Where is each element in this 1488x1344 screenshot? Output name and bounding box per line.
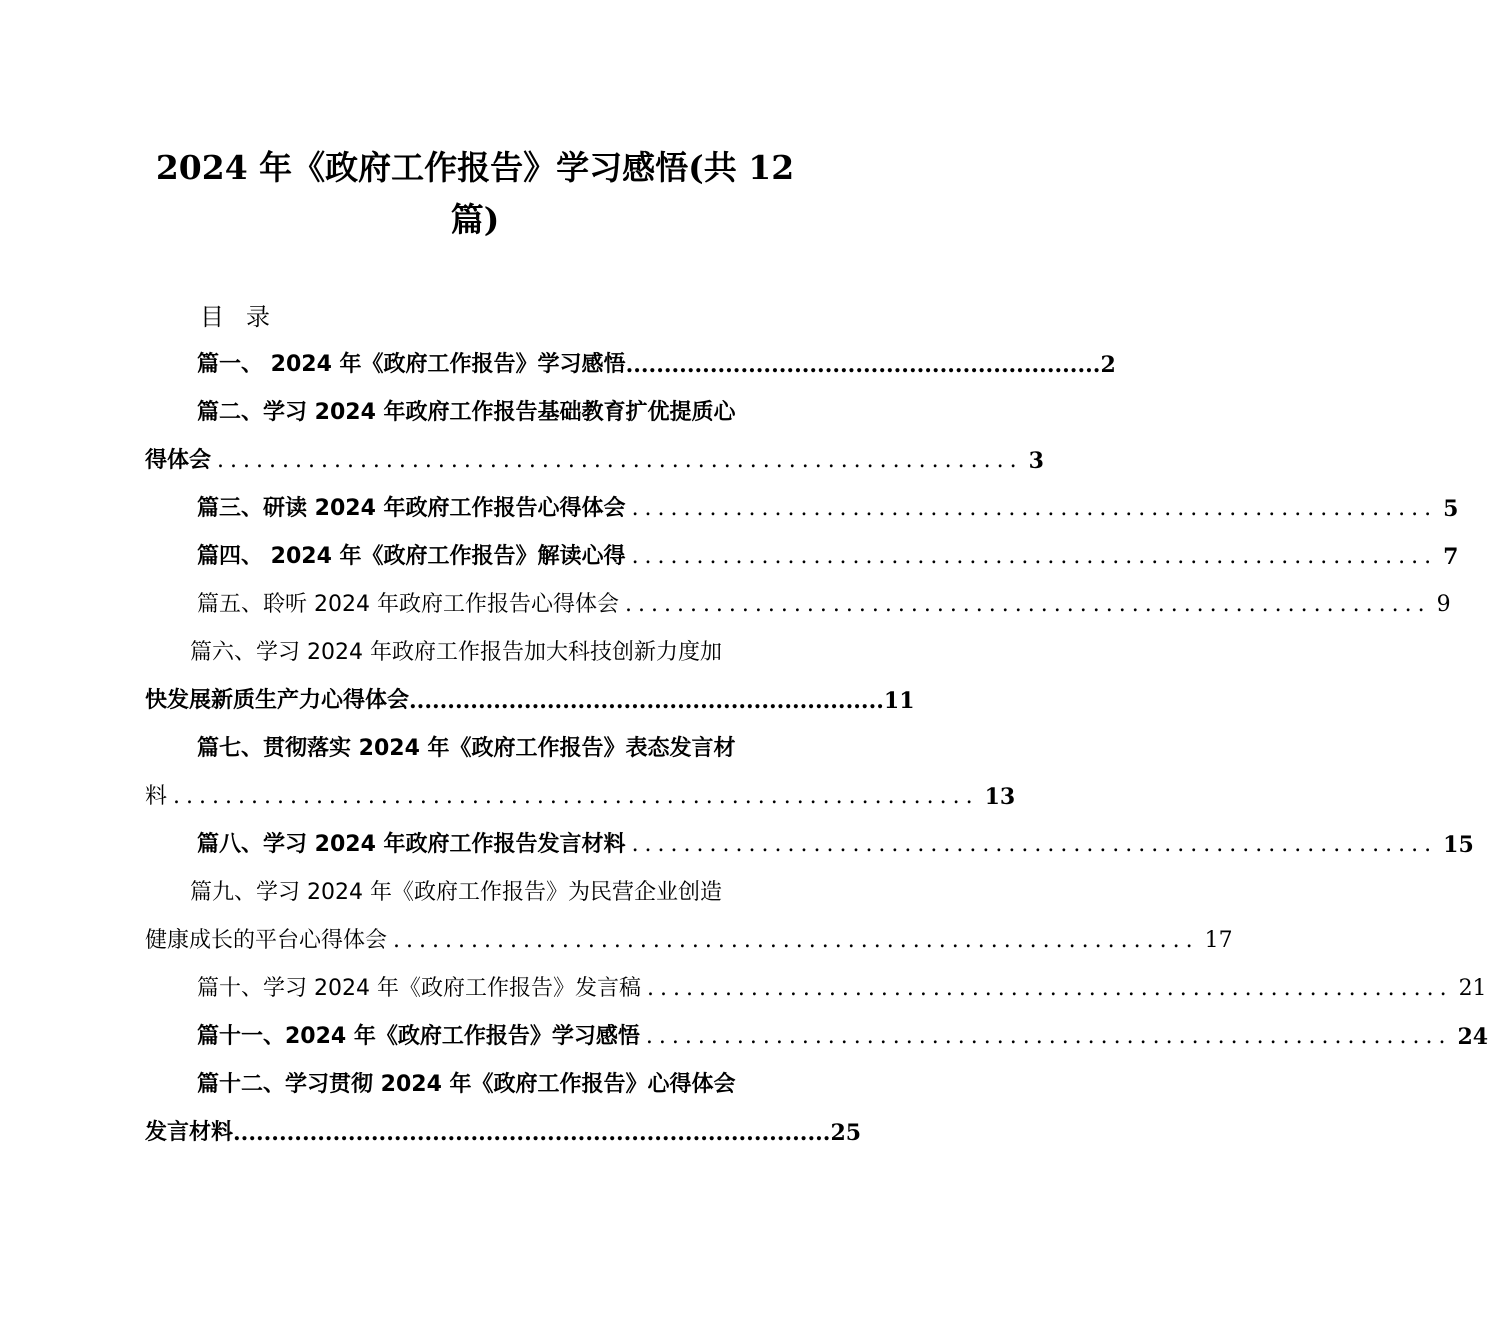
toc-entry-text: 篇八、学习 2024 年政府工作报告发言材料: [197, 832, 626, 857]
toc-entry-text: 发言材料: [145, 1120, 234, 1145]
toc-entry-text: 篇六、学习 2024 年政府工作报告加大科技创新力度加: [190, 640, 722, 665]
toc-page-number: 5: [1443, 496, 1459, 522]
toc-page-number: 25: [830, 1120, 862, 1146]
toc-entry-3[interactable]: [145, 484, 1459, 524]
toc-entry-text: 篇七、贯彻落实 2024 年《政府工作报告》表态发言材: [197, 736, 736, 761]
dot-leader: ..............................................................: [624, 592, 1431, 617]
toc-entry-12-continued[interactable]: [145, 1108, 862, 1148]
dot-leader: ..............................................................: [217, 448, 1023, 473]
toc-entry-text: 篇三、研读 2024 年政府工作报告心得体会: [197, 496, 626, 521]
toc-heading: 目录: [200, 303, 292, 331]
toc-page-number: 7: [1443, 544, 1459, 570]
toc-page-number: 3: [1028, 448, 1044, 474]
dot-leader: ..............................................................: [631, 544, 1438, 569]
toc-entry-7[interactable]: [145, 724, 805, 764]
toc-entry-text: 快发展新质生产力心得体会: [145, 688, 410, 713]
toc-entry-10[interactable]: [145, 964, 1487, 1004]
toc-entry-text: 篇十、学习 2024 年《政府工作报告》发言稿: [197, 976, 641, 1001]
toc-entry-5[interactable]: [145, 580, 1451, 620]
toc-entry-12[interactable]: [145, 1060, 805, 1100]
toc-page-number: 9: [1436, 592, 1451, 617]
toc-entry-text: 健康成长的平台心得体会: [145, 928, 388, 953]
dot-leader: ..............................................................................: [233, 1120, 831, 1146]
toc-entry-text: 篇四、 2024 年《政府工作报告》解读心得: [197, 544, 626, 569]
toc-entry-text: 料: [145, 784, 168, 809]
toc-page-number: 24: [1457, 1024, 1488, 1050]
toc-entry-2[interactable]: [145, 388, 805, 428]
toc-entry-text: 篇一、 2024 年《政府工作报告》学习感悟: [197, 352, 626, 377]
dot-leader: ..............................................................: [645, 1024, 1452, 1049]
dot-leader: ..............................................................: [631, 832, 1438, 857]
toc-entry-11[interactable]: [145, 1012, 1488, 1052]
toc-entry-4[interactable]: [145, 532, 1459, 572]
toc-page-number: 13: [984, 784, 1016, 810]
toc-entry-9-continued[interactable]: [145, 916, 1233, 956]
toc-entry-text: 篇二、学习 2024 年政府工作报告基础教育扩优提质心: [197, 400, 736, 425]
dot-leader: ..............................................................: [393, 928, 1199, 953]
toc-entry-text: 篇九、学习 2024 年《政府工作报告》为民营企业创造: [190, 880, 722, 905]
toc-entry-text: 篇五、聆听 2024 年政府工作报告心得体会: [197, 592, 619, 617]
toc-entry-9[interactable]: [145, 868, 805, 908]
toc-page-number: 2: [1100, 352, 1116, 378]
toc-entry-text: 篇十一、2024 年《政府工作报告》学习感悟: [197, 1024, 640, 1049]
dot-leader: ..............................................................: [409, 688, 884, 714]
dot-leader: ..............................................................: [646, 976, 1453, 1001]
title-line-2: 篇): [450, 200, 500, 239]
toc-page-number: 17: [1204, 928, 1233, 953]
toc-entry-6[interactable]: [145, 628, 805, 668]
toc-entry-2-continued[interactable]: [145, 436, 1044, 476]
toc-entry-8[interactable]: [145, 820, 1474, 860]
dot-leader: ..............................................................: [173, 784, 979, 809]
toc-page-number: 15: [1443, 832, 1474, 858]
toc-entry-6-continued[interactable]: [145, 676, 915, 716]
title-line-1: 2024 年《政府工作报告》学习感悟(共 12: [155, 148, 795, 187]
dot-leader: ..............................................................: [625, 352, 1101, 378]
toc-entry-text: 篇十二、学习贯彻 2024 年《政府工作报告》心得体会: [197, 1072, 736, 1097]
toc-entry-1[interactable]: [145, 340, 1116, 380]
toc-page-number: 11: [883, 688, 915, 714]
toc-page-number: 21: [1458, 976, 1487, 1001]
dot-leader: ..............................................................: [631, 496, 1438, 521]
document-title: [130, 142, 820, 246]
toc-entry-text: 得体会: [145, 448, 212, 473]
toc-entry-7-continued[interactable]: [145, 772, 1016, 812]
